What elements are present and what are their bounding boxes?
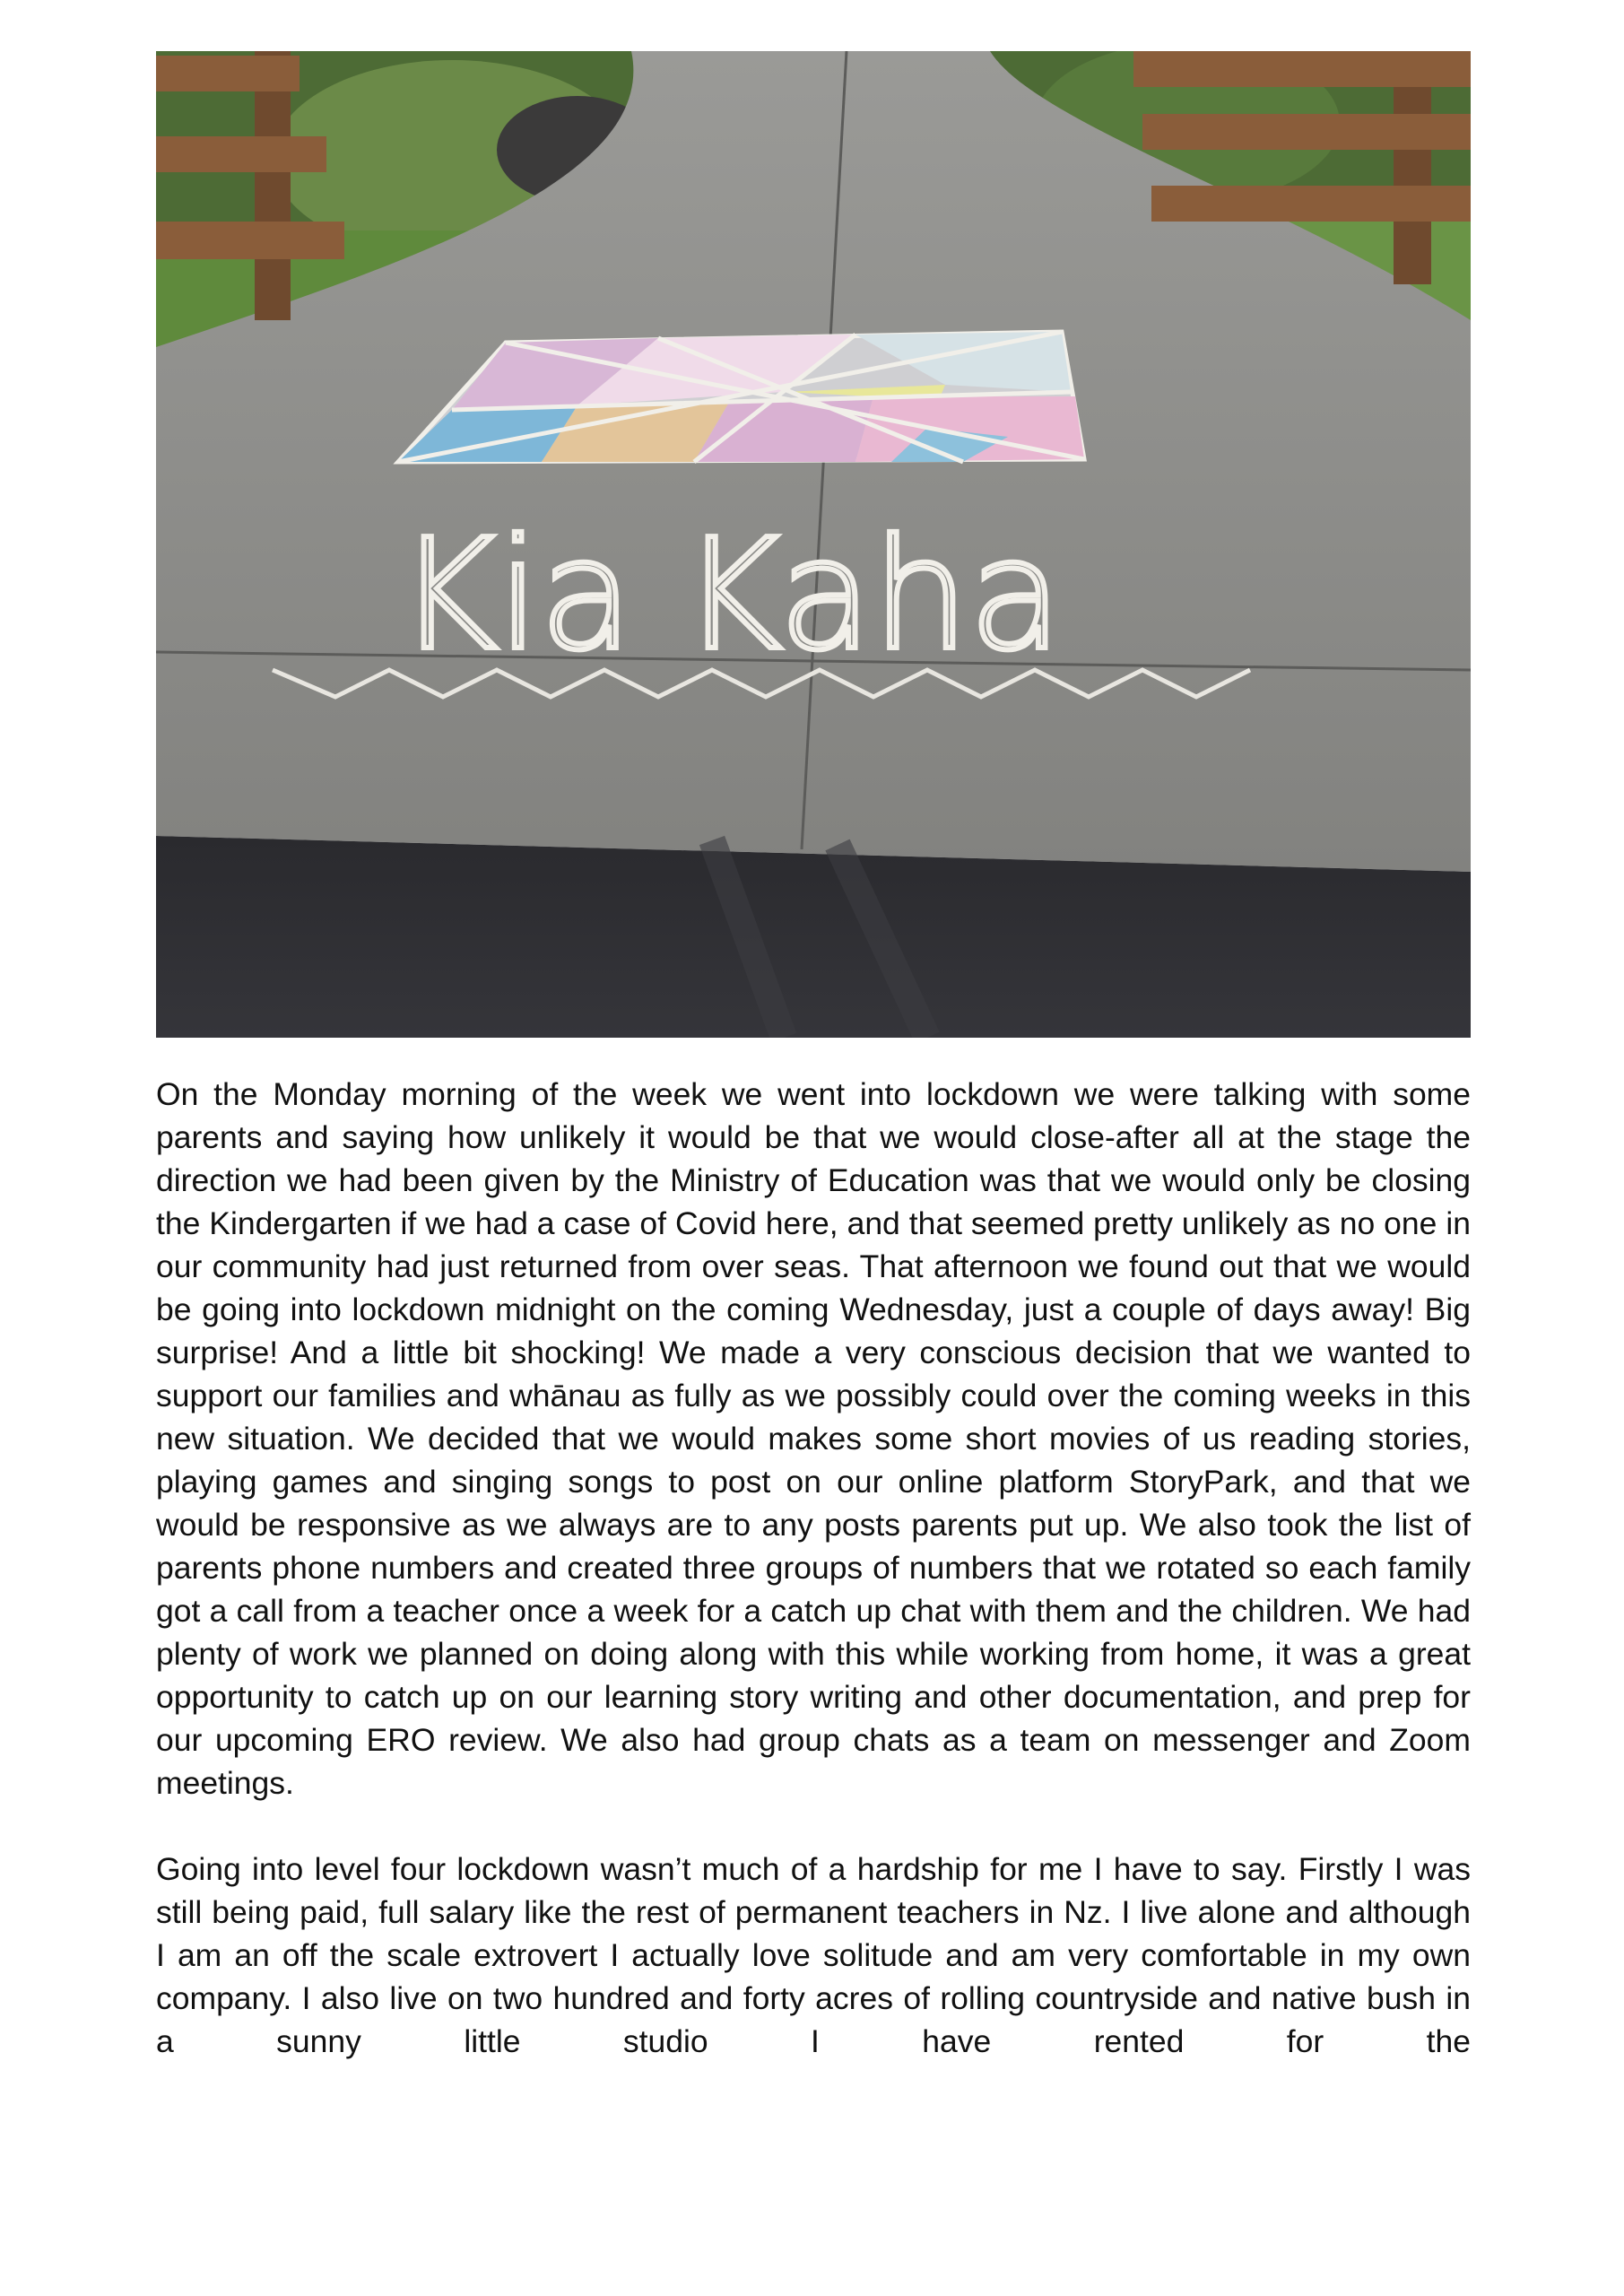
- chalk-kia-kaha-text: Kia Kaha: [397, 507, 1063, 684]
- driveway-chalk-photo: [156, 51, 1471, 1038]
- paragraph-level-four: Going into level four lockdown wasn’t much of a hardship for me I have to say. Firstly I was still being paid, full salary like the rest of permanent teachers in Nz. I live alone and although I am an off the scale extrovert I actually love solitude and am very comfortable in my own company. I also live on two hundred and forty acres of rolling countryside and native bush in a sunny little studio I have rented for the: [156, 1851, 1471, 2059]
- article-body: [156, 1073, 1471, 2106]
- driveway-chalk-image: [156, 51, 1471, 1038]
- paragraph-lockdown-plans: On the Monday morning of the week we went into lockdown we were talking with some parents and saying how unlikely it would be that we would close-after all at the stage the direction we had been given by the Ministry of Education was that we would only be closing the Kindergarten if we had a case of Covid here, and that seemed pretty unlikely as no one in our community had just returned from over seas. That afternoon we found out that we would be going into lockdown midnight on the coming Wednesday, just a couple of days away! Big surprise! And a little bit shocking! We made a very conscious decision that we wanted to support our families and whānau as fully as we possibly could over the coming weeks in this new situation. We decided that we would makes some short movies of us reading stories, playing games and singing songs to post on our online platform StoryPark, and that we would be responsive as we always are to any posts parents put up. We also took the list of parents phone numbers and created three groups of numbers that we rotated so each family got a call from a teacher once a week for a catch up chat with them and the children. We had plenty of work we planned on doing along with this while working from home, it was a great opportunity to catch up on our learning story writing and other documentation, and prep for our upcoming ERO review. We also had group chats as a team on messenger and Zoom meetings.: [156, 1076, 1471, 1801]
- chalk-stained-glass-drawing: [398, 332, 1084, 462]
